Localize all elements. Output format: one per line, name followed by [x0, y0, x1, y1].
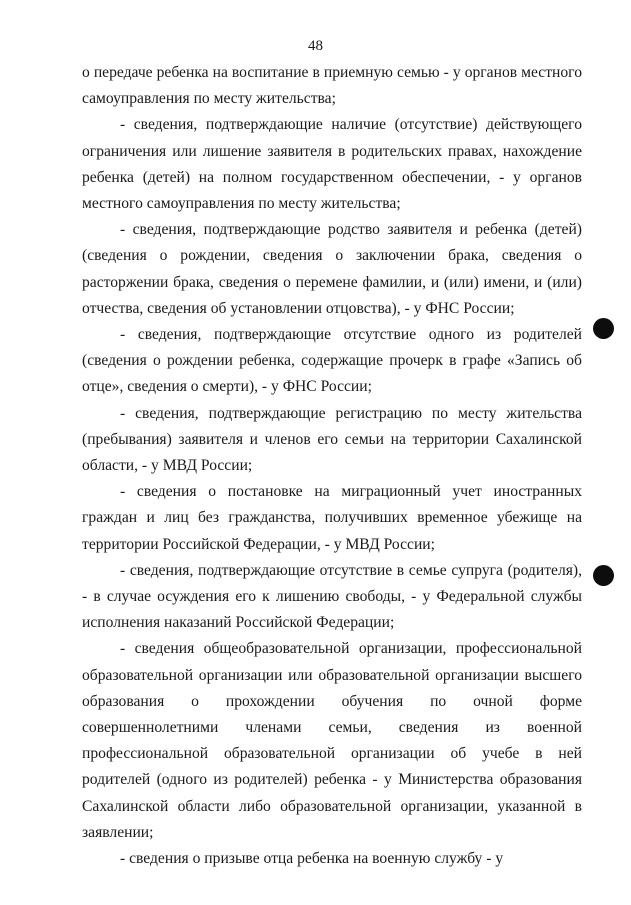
document-body [82, 60, 582, 872]
binder-hole-icon [593, 318, 614, 339]
paragraph-8: - сведения общеобразовательной организации, профессиональной образовательной организации или образовательной организации высшего образования о прохождении обучения по очной форме совершеннолетними членами семьи, сведения из военной профессиональной образовательной организации об учебе в ней родителей (одного из родителей) ребенка - у Министерства образования Сахалинской области либо образовательной организации, указанной в заявлении; [82, 640, 582, 841]
paragraph-9: - сведения о призыве отца ребенка на военную службу - у [120, 850, 504, 868]
page-number: 48 [308, 38, 323, 54]
binder-hole-icon [593, 565, 614, 586]
paragraph-4: - сведения, подтверждающие отсутствие одного из родителей (сведения о рождении ребенка, содержащие прочерк в графе «Запись об отце», сведения о смерти), - у ФНС России; [82, 326, 582, 396]
paragraph-3: - сведения, подтверждающие родство заявителя и ребенка (детей) (сведения о рождении, сведения о заключении брака, сведения о расторжении брака, сведения о перемене фамилии, и (или) имени, и (или) отчества, сведения об установлении отцовства), - у ФНС России; [82, 221, 582, 317]
paragraph-5: - сведения, подтверждающие регистрацию по месту жительства (пребывания) заявителя и членов его семьи на территории Сахалинской области, - у МВД России; [82, 404, 582, 475]
paragraph-7: - сведения, подтверждающие отсутствие в семье супруга (родителя), - в случае осуждения его к лишению свободы, - у Федеральной службы исполнения наказаний Российской Федерации; [82, 561, 582, 632]
paragraph-2: - сведения, подтверждающие наличие (отсутствие) действующего ограничения или лишение заявителя в родительских правах, нахождение ребенка (детей) на полном государственном обеспечении, - у органов местного самоуправления по месту жительства; [82, 116, 582, 213]
paragraph-1: о передаче ребенка на воспитание в приемную семью - у органов местного самоуправления по месту жительства; [82, 64, 582, 108]
paragraph-6: - сведения о постановке на миграционный учет иностранных граждан и лиц без гражданства, получивших временное убежище на территории Российской Федерации, - у МВД России; [82, 483, 582, 553]
